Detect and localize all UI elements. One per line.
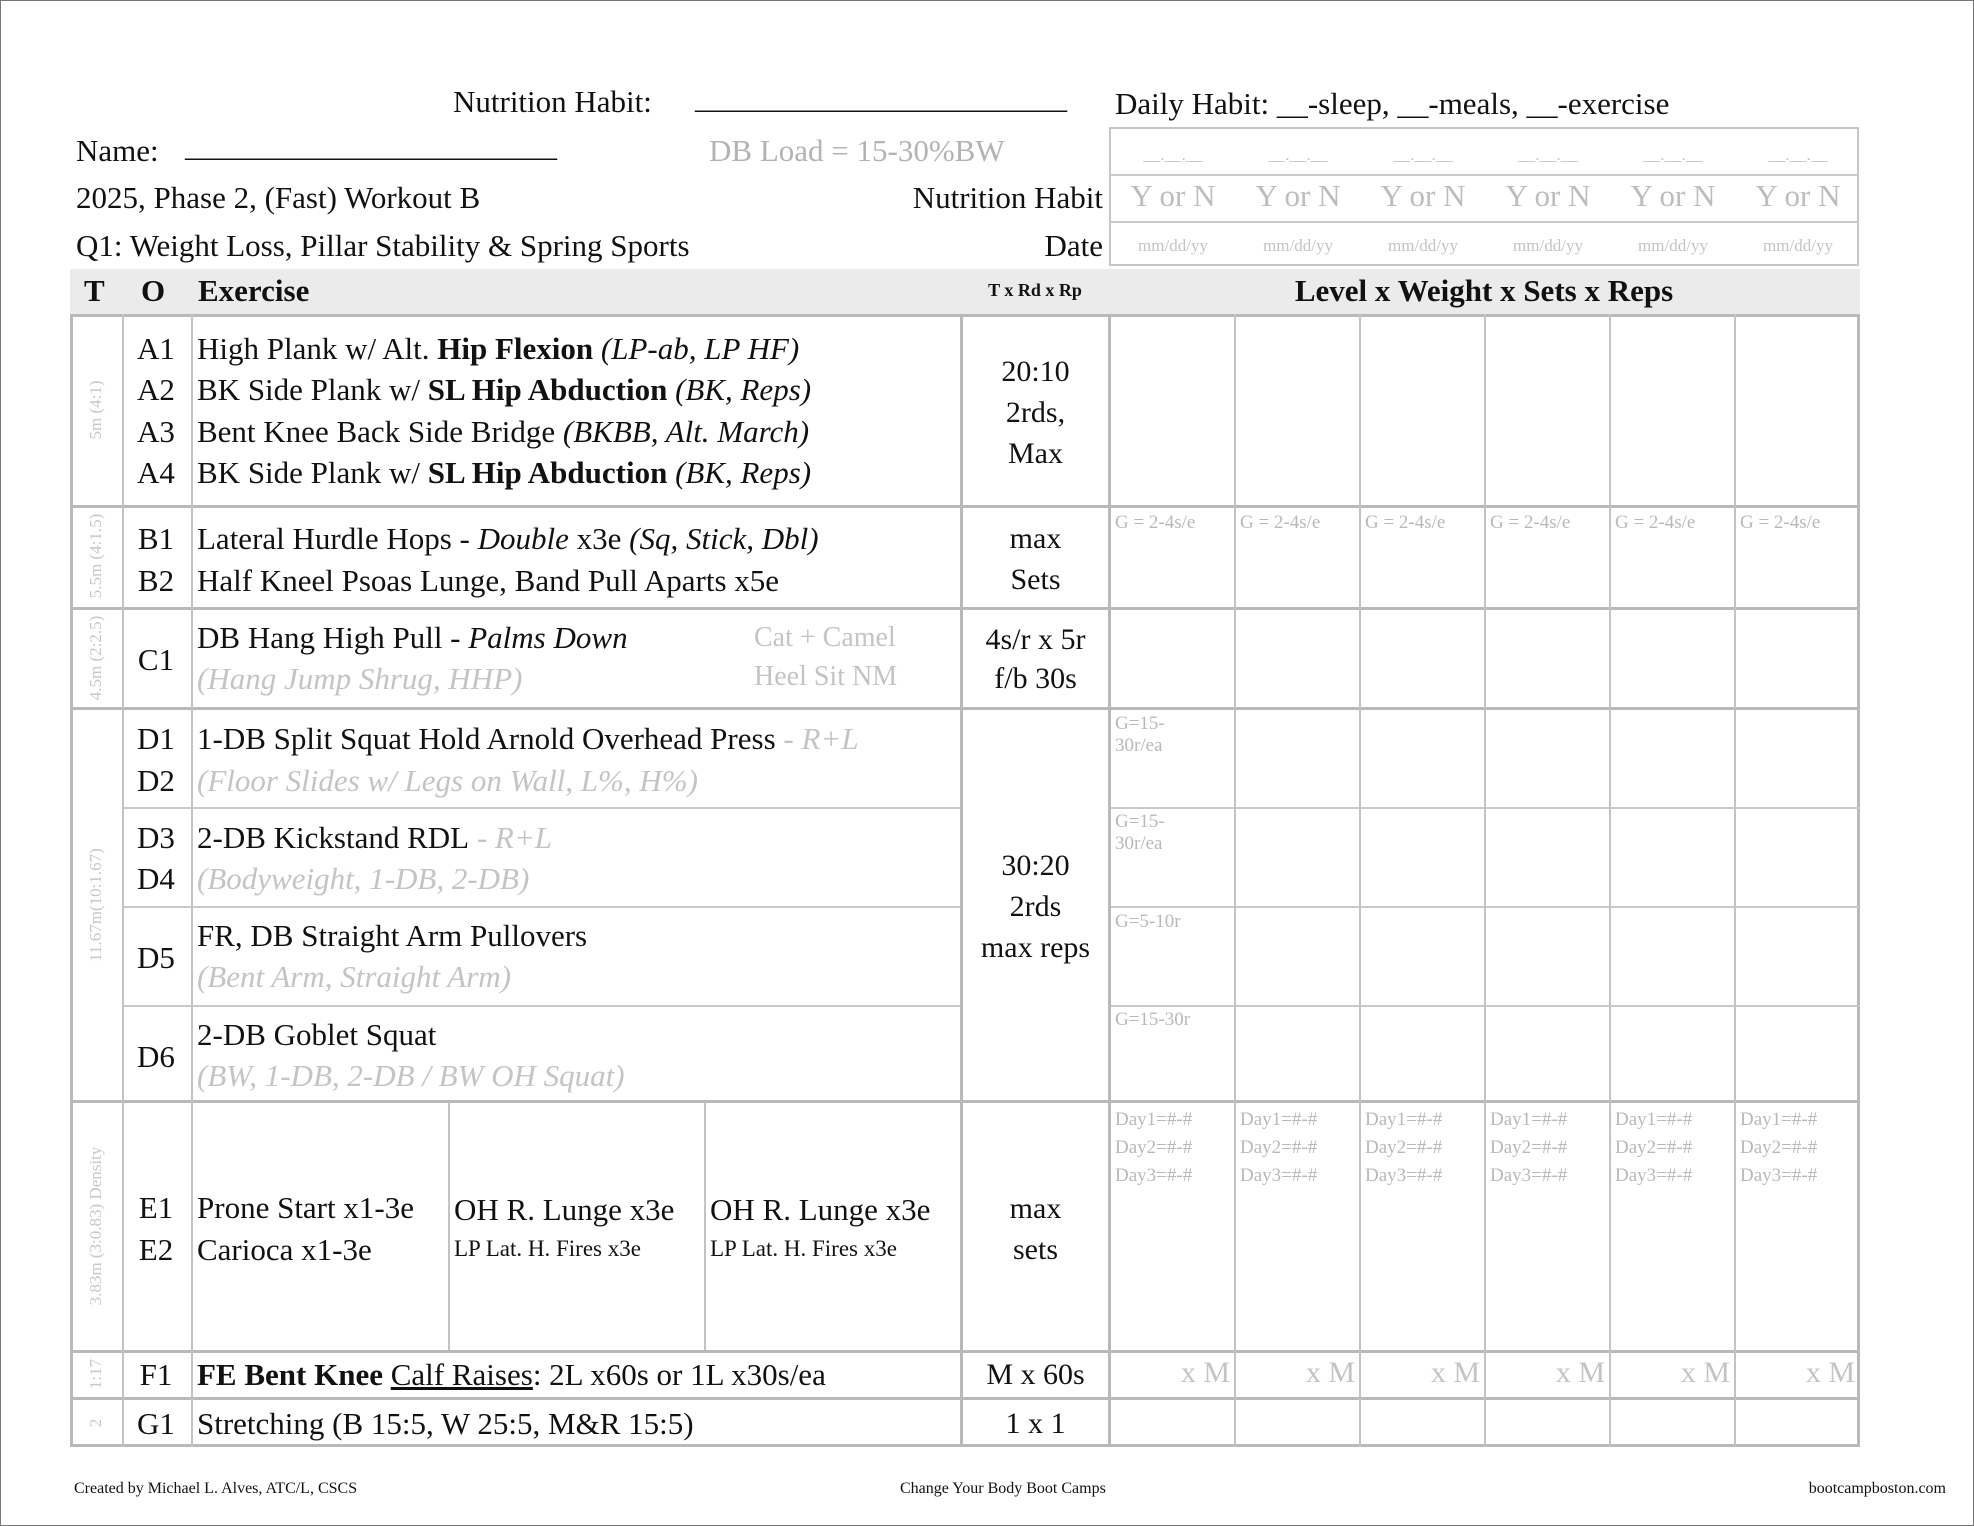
section-f-time: 1:17 xyxy=(86,1358,105,1390)
section-c-time: 4.5m (2:2.5) xyxy=(86,615,105,701)
c-side-cat-camel: Cat + Camel xyxy=(754,622,896,653)
exercise-a3: Bent Knee Back Side Bridge (BKBB, Alt. March) xyxy=(197,414,810,449)
code-d5: D5 xyxy=(137,940,175,975)
trr-b: max Sets xyxy=(1009,522,1062,596)
trr-c: 4s/r x 5r f/b 30s xyxy=(985,623,1086,695)
nutrition-habit-blank[interactable]: ________________________ xyxy=(695,80,1067,115)
section-e-time: 3.83m (3:0.83) Density xyxy=(86,1146,105,1306)
exercise-d3-alt: (Bodyweight, 1-DB, 2-DB) xyxy=(197,861,530,896)
b-hint-day5: G = 2-4s/e xyxy=(1615,512,1696,533)
code-g1: G1 xyxy=(137,1406,175,1441)
day2-nutrition-yn[interactable]: Y or N xyxy=(1255,178,1341,213)
name-label: Name: xyxy=(76,133,159,168)
exercise-d6-alt: (BW, 1-DB, 2-DB / BW OH Squat) xyxy=(197,1058,625,1093)
d3-hint: G=15- 30r/ea xyxy=(1115,811,1165,854)
exercise-a2: BK Side Plank w/ SL Hip Abduction (BK, Reps) xyxy=(197,372,812,407)
section-a-time: 5m (4:1) xyxy=(86,380,105,440)
trr-e: max sets xyxy=(1009,1192,1062,1266)
f-cell-day3[interactable]: x M xyxy=(1430,1356,1480,1389)
exercise-d1: 1-DB Split Squat Hold Arnold Overhead Press - R+L xyxy=(197,721,859,756)
e-hint-day6: Day1=#-# Day2=#-# Day3=#-# xyxy=(1740,1109,1818,1186)
day4-nutrition-yn[interactable]: Y or N xyxy=(1505,178,1591,213)
f-cell-day6[interactable]: x M xyxy=(1805,1356,1855,1389)
b-hint-day2: G = 2-4s/e xyxy=(1240,512,1321,533)
b-hint-day4: G = 2-4s/e xyxy=(1490,512,1571,533)
day4-blank-cell[interactable]: __.__.__ xyxy=(1518,145,1578,164)
col-header-exercise: Exercise xyxy=(198,273,310,308)
code-d3: D3 xyxy=(137,820,175,855)
code-f1: F1 xyxy=(139,1357,173,1392)
trr-a: 20:10 2rds, Max xyxy=(1001,355,1070,470)
db-load-note: DB Load = 15-30%BW xyxy=(709,133,1005,168)
day1-nutrition-yn[interactable]: Y or N xyxy=(1130,178,1216,213)
footer-website[interactable]: bootcampboston.com xyxy=(1808,1480,1946,1497)
e-hint-day4: Day1=#-# Day2=#-# Day3=#-# xyxy=(1490,1109,1568,1186)
exercise-b2: Half Kneel Psoas Lunge, Band Pull Aparts x5e xyxy=(197,563,780,598)
exercise-d6: 2-DB Goblet Squat xyxy=(197,1017,437,1052)
code-e2: E2 xyxy=(138,1232,174,1267)
exercise-e-col2-line2: LP Lat. H. Fires x3e xyxy=(454,1236,641,1261)
b-hint-day3: G = 2-4s/e xyxy=(1365,512,1446,533)
nutrition-habit-row-label: Nutrition Habit xyxy=(912,180,1103,215)
exercise-e-col3-line1: OH R. Lunge x3e xyxy=(710,1192,931,1227)
exercise-a1: High Plank w/ Alt. Hip Flexion (LP-ab, LP HF) xyxy=(197,331,800,366)
f-cell-day1[interactable]: x M xyxy=(1180,1356,1230,1389)
d5-hint: G=5-10r xyxy=(1115,911,1181,932)
code-a4: A4 xyxy=(137,455,175,490)
day6-date[interactable]: mm/dd/yy xyxy=(1763,236,1833,255)
exercise-e-col2-line1: OH R. Lunge x3e xyxy=(454,1192,675,1227)
day5-blank-cell[interactable]: __.__.__ xyxy=(1643,145,1703,164)
code-e1: E1 xyxy=(138,1190,174,1225)
code-b1: B1 xyxy=(137,521,175,556)
exercise-d3: 2-DB Kickstand RDL - R+L xyxy=(197,820,553,855)
code-a3: A3 xyxy=(137,414,175,449)
code-d4: D4 xyxy=(137,861,175,896)
code-a2: A2 xyxy=(137,372,175,407)
exercise-b1: Lateral Hurdle Hops - Double x3e (Sq, Stick, Dbl) xyxy=(197,521,819,556)
day5-date[interactable]: mm/dd/yy xyxy=(1638,236,1708,255)
quarter-line: Q1: Weight Loss, Pillar Stability & Spring Sports xyxy=(76,228,690,263)
e-hint-day5: Day1=#-# Day2=#-# Day3=#-# xyxy=(1615,1109,1693,1186)
code-c1: C1 xyxy=(137,642,175,677)
d6-hint: G=15-30r xyxy=(1115,1009,1191,1030)
name-blank[interactable]: ________________________ xyxy=(185,128,557,163)
section-g-time: 2 xyxy=(86,1418,105,1428)
day1-blank-cell[interactable]: __.__.__ xyxy=(1143,145,1203,164)
footer-company: Change Your Body Boot Camps xyxy=(900,1480,1106,1497)
day6-blank-cell[interactable]: __.__.__ xyxy=(1768,145,1828,164)
workout-title: 2025, Phase 2, (Fast) Workout B xyxy=(76,180,481,215)
e-hint-day3: Day1=#-# Day2=#-# Day3=#-# xyxy=(1365,1109,1443,1186)
exercise-g1: Stretching (B 15:5, W 25:5, M&R 15:5) xyxy=(197,1406,694,1441)
trr-g: 1 x 1 xyxy=(1005,1407,1066,1440)
day3-nutrition-yn[interactable]: Y or N xyxy=(1380,178,1466,213)
day6-nutrition-yn[interactable]: Y or N xyxy=(1755,178,1841,213)
f-cell-day5[interactable]: x M xyxy=(1680,1356,1730,1389)
e-hint-day2: Day1=#-# Day2=#-# Day3=#-# xyxy=(1240,1109,1318,1186)
col-header-t: T xyxy=(84,273,105,308)
e-hint-day1: Day1=#-# Day2=#-# Day3=#-# xyxy=(1115,1109,1193,1186)
day2-date[interactable]: mm/dd/yy xyxy=(1263,236,1333,255)
exercise-e-col3-line2: LP Lat. H. Fires x3e xyxy=(710,1236,897,1261)
day5-nutrition-yn[interactable]: Y or N xyxy=(1630,178,1716,213)
exercise-d1-alt: (Floor Slides w/ Legs on Wall, L%, H%) xyxy=(197,763,698,798)
exercise-d5: FR, DB Straight Arm Pullovers xyxy=(197,918,588,953)
col-header-trr: T x Rd x Rp xyxy=(988,280,1082,300)
footer-credit: Created by Michael L. Alves, ATC/L, CSCS xyxy=(74,1480,358,1497)
day4-date[interactable]: mm/dd/yy xyxy=(1513,236,1583,255)
exercise-c1: DB Hang High Pull - Palms Down xyxy=(197,620,628,655)
day2-blank-cell[interactable]: __.__.__ xyxy=(1268,145,1328,164)
f-cell-day2[interactable]: x M xyxy=(1305,1356,1355,1389)
day1-date[interactable]: mm/dd/yy xyxy=(1138,236,1208,255)
exercise-f1: FE Bent Knee Calf Raises: 2L x60s or 1L x30s/ea xyxy=(197,1357,826,1392)
b-hint-day1: G = 2-4s/e xyxy=(1115,512,1196,533)
exercise-e1: Prone Start x1-3e xyxy=(197,1190,414,1225)
code-d1: D1 xyxy=(137,721,175,756)
f-cell-day4[interactable]: x M xyxy=(1555,1356,1605,1389)
nutrition-habit-label: Nutrition Habit: xyxy=(453,84,652,119)
section-b-time: 5.5m (4:1.5) xyxy=(86,513,105,599)
code-a1: A1 xyxy=(137,331,175,366)
date-row-label: Date xyxy=(1044,228,1103,263)
day3-blank-cell[interactable]: __.__.__ xyxy=(1393,145,1453,164)
code-b2: B2 xyxy=(137,563,175,598)
col-header-o: O xyxy=(141,273,166,308)
day3-date[interactable]: mm/dd/yy xyxy=(1388,236,1458,255)
b-hint-day6: G = 2-4s/e xyxy=(1740,512,1821,533)
code-d6: D6 xyxy=(137,1039,175,1074)
section-d-time: 11.67m(10:1.67) xyxy=(86,848,105,962)
exercise-a4: BK Side Plank w/ SL Hip Abduction (BK, Reps) xyxy=(197,455,812,490)
exercise-e2: Carioca x1-3e xyxy=(197,1232,372,1267)
exercise-d5-alt: (Bent Arm, Straight Arm) xyxy=(197,959,512,994)
col-header-log: Level x Weight x Sets x Reps xyxy=(1294,273,1674,308)
d1-hint: G=15- 30r/ea xyxy=(1115,713,1165,756)
c-side-heel-sit: Heel Sit NM xyxy=(754,661,898,692)
trr-f: M x 60s xyxy=(986,1358,1085,1391)
trr-d: 30:20 2rds max reps xyxy=(980,849,1091,964)
daily-habit-text: Daily Habit: __-sleep, __-meals, __-exercise xyxy=(1115,86,1670,121)
exercise-c1-alt: (Hang Jump Shrug, HHP) xyxy=(197,661,523,696)
code-d2: D2 xyxy=(137,763,175,798)
